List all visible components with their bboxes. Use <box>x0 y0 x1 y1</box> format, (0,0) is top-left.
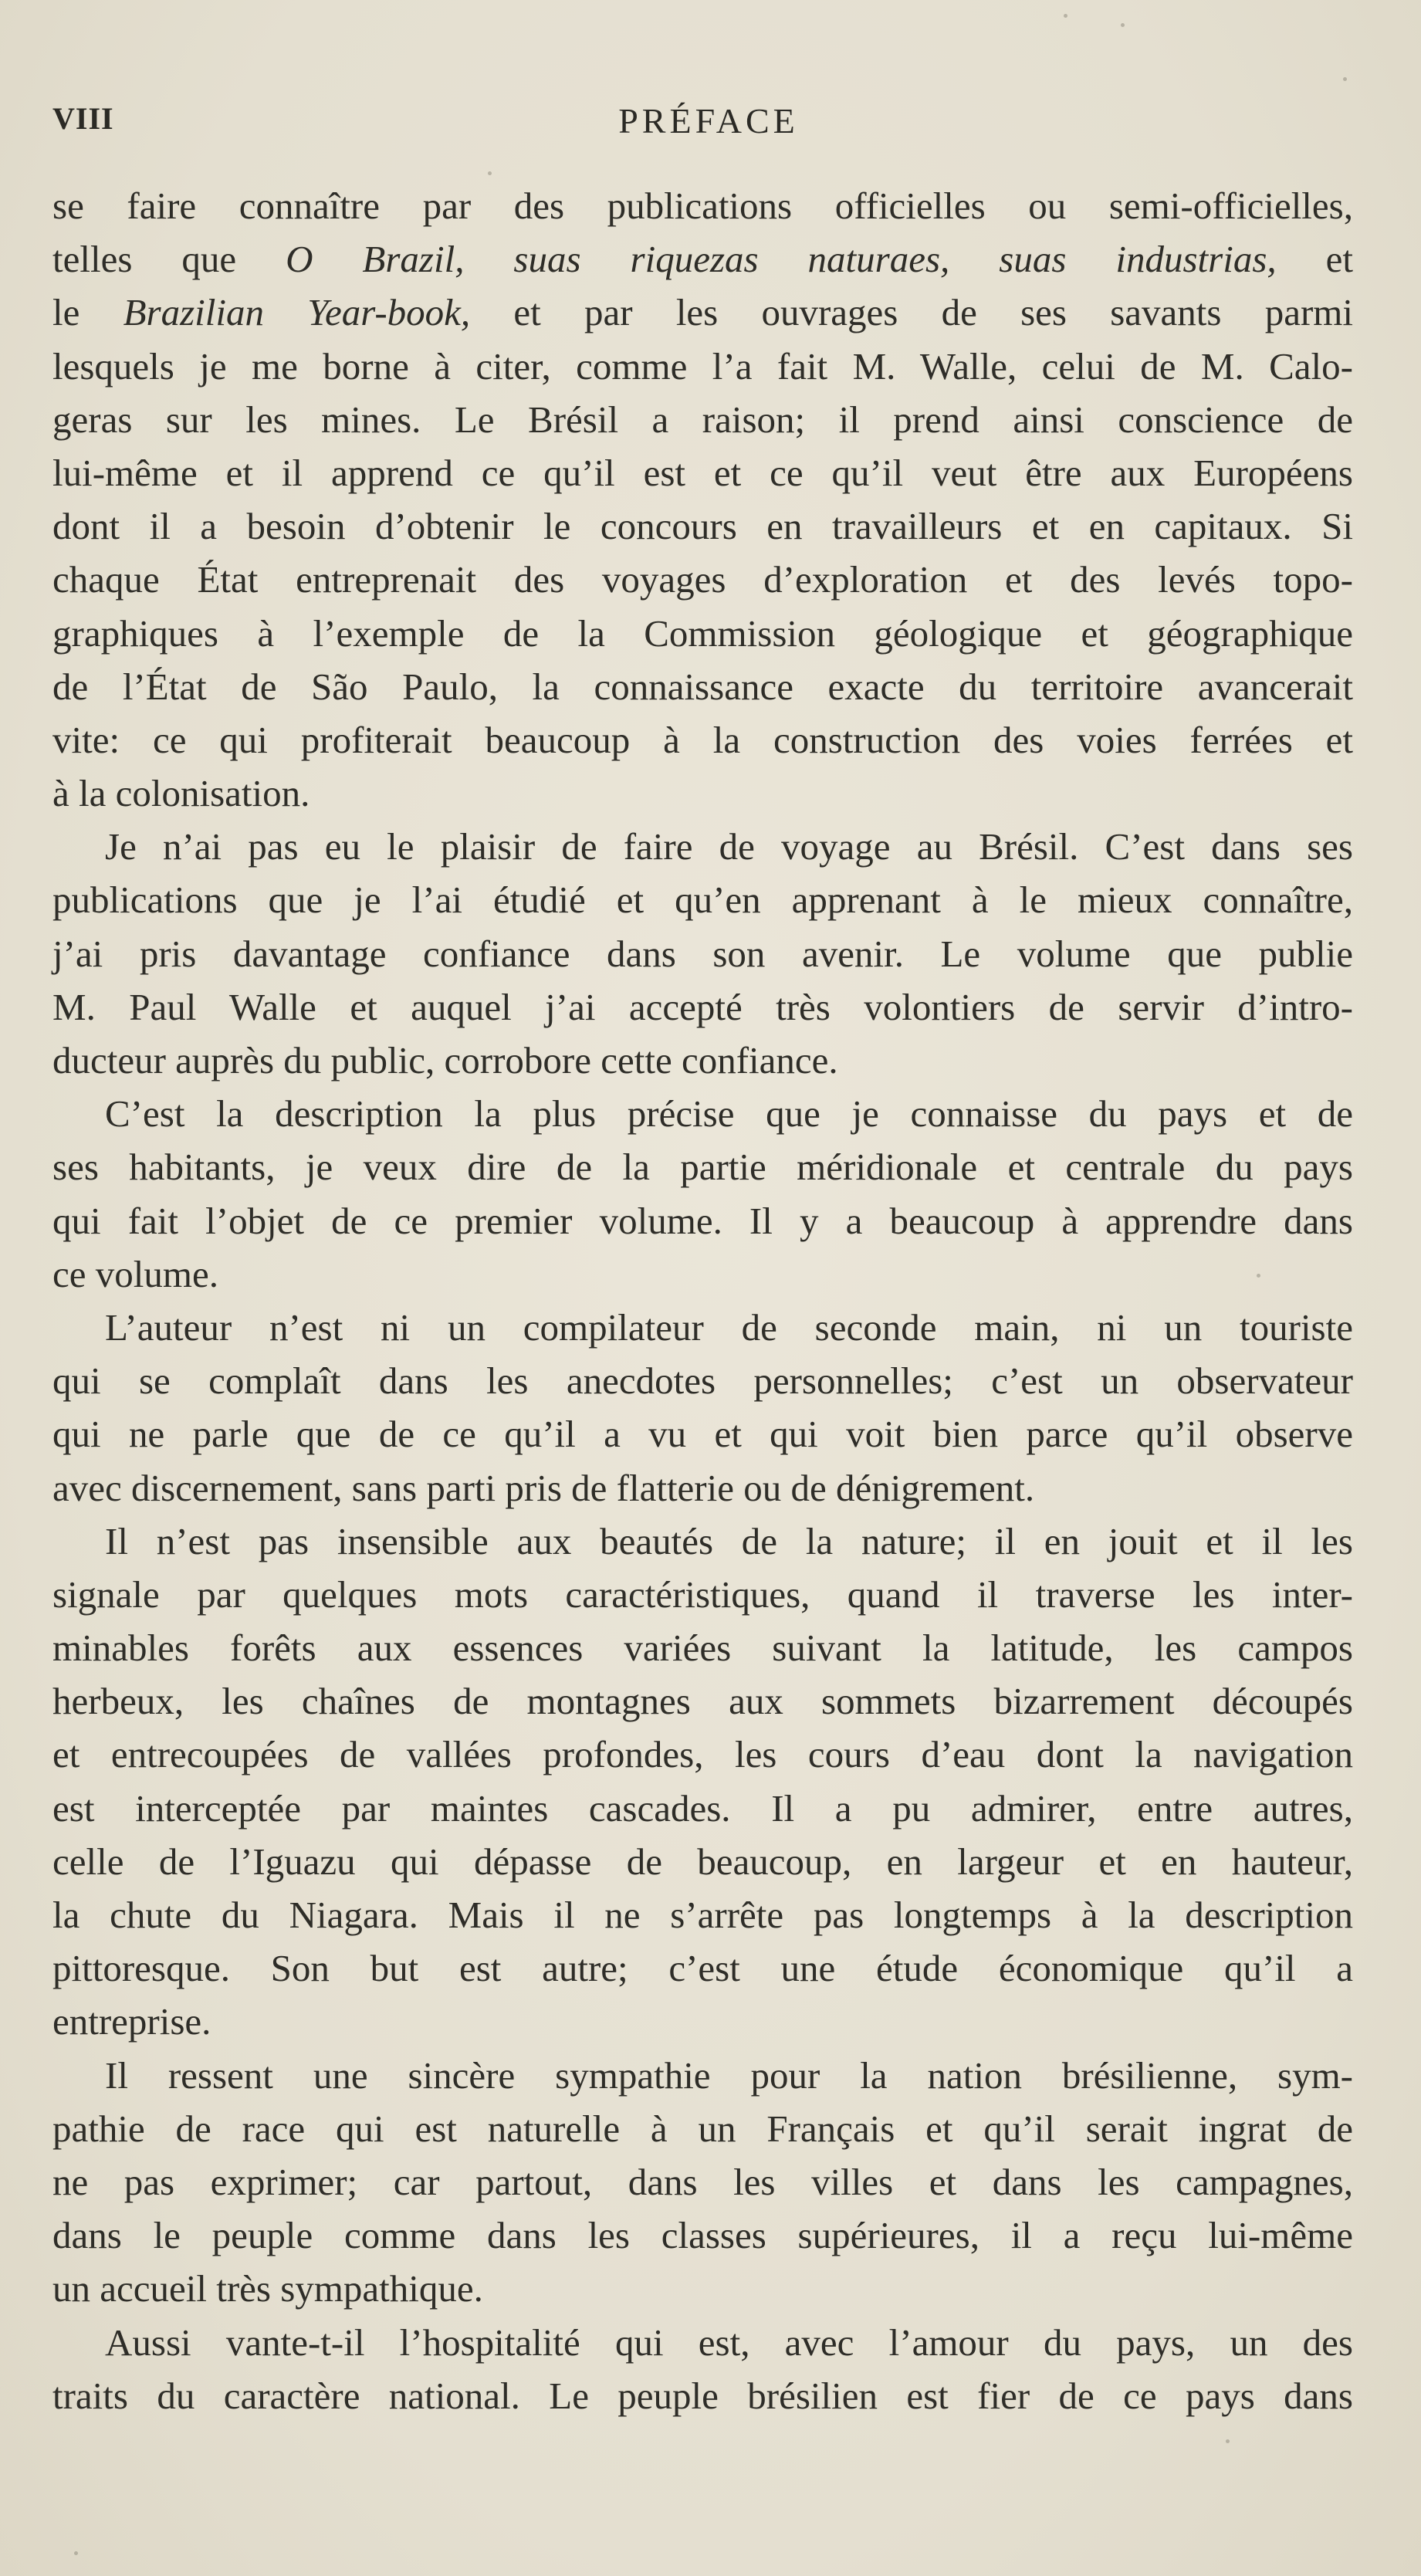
paper-speck <box>1257 1274 1260 1278</box>
text-line <box>52 553 1353 606</box>
text-line <box>52 1995 1353 2048</box>
text-run: telles que <box>52 238 286 281</box>
paragraph <box>52 179 1353 820</box>
text-line <box>52 980 1353 1034</box>
text-run: la chute du Niagara. Mais il ne s’arrête pas longtemps à la description <box>52 1894 1353 1936</box>
text-line <box>52 499 1353 553</box>
text-line <box>52 1247 1353 1301</box>
text-run: ducteur auprès du public, corrobore cette confiance. <box>52 1039 838 1082</box>
text-line <box>52 2049 1353 2102</box>
text-run: traits du caractère national. Le peuple brésilien est fier de ce pays dans <box>52 2374 1353 2417</box>
text-line <box>52 660 1353 713</box>
text-line <box>52 1140 1353 1193</box>
running-title: PRÉFACE <box>618 101 799 140</box>
text-line <box>52 2102 1353 2155</box>
text-run: geras sur les mines. Le Brésil a raison; il prend ainsi conscience de <box>52 398 1353 441</box>
paper-speck <box>488 171 492 175</box>
text-run: qui fait l’objet de ce premier volume. Il y a beaucoup à apprendre dans <box>52 1199 1353 1242</box>
text-line <box>52 1301 1353 1354</box>
text-line <box>52 1568 1353 1621</box>
text-run: avec discernement, sans parti pris de flatterie ou de dénigrement. <box>52 1466 1035 1509</box>
text-line <box>52 1087 1353 1140</box>
page-number: VIII <box>52 101 114 136</box>
text-line <box>52 393 1353 446</box>
text-line <box>52 1782 1353 1835</box>
text-line <box>52 1835 1353 1888</box>
italic-title: Brazilian Year-book, <box>123 291 471 334</box>
text-run: est interceptée par maintes cascades. Il a pu admirer, entre autres, <box>52 1786 1353 1830</box>
text-run: Aussi vante-t-il l’hospitalité qui est, avec l’amour du pays, un des <box>105 2320 1353 2364</box>
text-line <box>52 1621 1353 1674</box>
text-line <box>52 2209 1353 2262</box>
text-run: pittoresque. Son but est autre; c’est une étude économique qu’il a <box>52 1947 1353 1990</box>
text-run: herbeux, les chaînes de montagnes aux sommets bizarrement découpés <box>52 1680 1353 1723</box>
paper-speck <box>74 2551 78 2555</box>
text-line <box>52 873 1353 926</box>
paper-speck <box>1343 77 1347 81</box>
text-run: qui se complaît dans les anecdotes personnelles; c’est un observateur <box>52 1359 1353 1403</box>
text-run: et entrecoupées de vallées profondes, les cours d’eau dont la navigation <box>52 1733 1353 1776</box>
text-line <box>52 1674 1353 1728</box>
paragraph <box>52 2316 1353 2422</box>
paper-speck <box>1064 14 1067 18</box>
text-run: se faire connaître par des publications officielles ou semi-officielles, <box>52 184 1353 227</box>
text-run: celle de l’Iguazu qui dépasse de beaucoup, en largeur et en hauteur, <box>52 1840 1353 1883</box>
paper-speck <box>1121 23 1125 27</box>
text-run: un accueil très sympathique. <box>52 2267 483 2310</box>
text-run: pathie de race qui est naturelle à un Français et qu’il serait ingrat de <box>52 2107 1353 2150</box>
text-run: ce volume. <box>52 1252 218 1295</box>
text-line <box>52 927 1353 980</box>
text-line <box>52 2369 1353 2422</box>
text-run: vite: ce qui profiterait beaucoup à la construction des voies ferrées et <box>52 718 1353 761</box>
text-run: entreprise. <box>52 2000 211 2043</box>
text-run: le <box>52 291 123 334</box>
text-line <box>52 232 1353 286</box>
text-line <box>52 2155 1353 2209</box>
text-run: Je n’ai pas eu le plaisir de faire de voyage au Brésil. C’est dans ses <box>105 825 1353 868</box>
text-run: graphiques à l’exemple de la Commission géologique et géographique <box>52 611 1353 655</box>
text-run: et par les ouvrages de ses savants parmi <box>470 291 1353 334</box>
text-line <box>52 820 1353 873</box>
body-text <box>52 179 1353 2422</box>
text-line <box>52 1407 1353 1461</box>
text-line <box>52 340 1353 393</box>
paper-speck <box>1226 2439 1230 2443</box>
text-line <box>52 1461 1353 1515</box>
text-line <box>52 767 1353 820</box>
text-line <box>52 2262 1353 2315</box>
text-run: signale par quelques mots caractéristiques, quand il traverse les inter- <box>52 1572 1353 1616</box>
text-run: ses habitants, je veux dire de la partie méridionale et centrale du pays <box>52 1146 1353 1189</box>
text-run: de l’État de São Paulo, la connaissance exacte du territoire avancerait <box>52 665 1353 708</box>
text-line <box>52 179 1353 232</box>
text-line <box>52 286 1353 339</box>
text-line <box>52 1354 1353 1407</box>
text-run: qui ne parle que de ce qu’il a vu et qui voit bien parce qu’il observe <box>52 1413 1353 1456</box>
italic-title: O Brazil, suas riquezas naturaes, suas industrias, <box>286 238 1277 281</box>
text-run: dans le peuple comme dans les classes supérieures, il a reçu lui-même <box>52 2214 1353 2257</box>
text-run: lui-même et il apprend ce qu’il est et ce qu’il veut être aux Européens <box>52 451 1353 494</box>
text-run: chaque État entreprenait des voyages d’exploration et des levés topo- <box>52 558 1353 601</box>
text-run: publications que je l’ai étudié et qu’en apprenant à le mieux connaître, <box>52 878 1353 922</box>
text-run: lesquels je me borne à citer, comme l’a fait M. Walle, celui de M. Calo- <box>52 344 1353 388</box>
text-line <box>52 1034 1353 1087</box>
text-run: Il ressent une sincère sympathie pour la nation brésilienne, sym- <box>105 2053 1353 2097</box>
paragraph <box>52 1301 1353 1515</box>
text-run: et <box>1276 238 1353 281</box>
paragraph <box>52 820 1353 1087</box>
text-line <box>52 1515 1353 1568</box>
text-line <box>52 713 1353 767</box>
paragraph <box>52 1515 1353 2049</box>
text-run: j’ai pris davantage confiance dans son avenir. Le volume que publie <box>52 932 1353 975</box>
running-head <box>52 100 1365 147</box>
text-line <box>52 1728 1353 1781</box>
text-run: C’est la description la plus précise que je connaisse du pays et de <box>105 1092 1353 1136</box>
text-run: ne pas exprimer; car partout, dans les villes et dans les campagnes, <box>52 2160 1353 2203</box>
text-run: à la colonisation. <box>52 772 310 815</box>
text-run: minables forêts aux essences variées suivant la latitude, les campos <box>52 1627 1353 1670</box>
text-line <box>52 1941 1353 1995</box>
text-line <box>52 1194 1353 1247</box>
text-line <box>52 607 1353 660</box>
text-line <box>52 446 1353 499</box>
text-run: M. Paul Walle et auquel j’ai accepté très volontiers de servir d’intro- <box>52 985 1353 1028</box>
text-run: Il n’est pas insensible aux beautés de la nature; il en jouit et il les <box>105 1519 1353 1562</box>
text-run: dont il a besoin d’obtenir le concours en travailleurs et en capitaux. Si <box>52 505 1353 548</box>
text-line <box>52 2316 1353 2369</box>
paragraph <box>52 2049 1353 2316</box>
paragraph <box>52 1087 1353 1301</box>
text-line <box>52 1888 1353 1941</box>
text-run: L’auteur n’est ni un compilateur de seconde main, ni un touriste <box>105 1305 1353 1349</box>
